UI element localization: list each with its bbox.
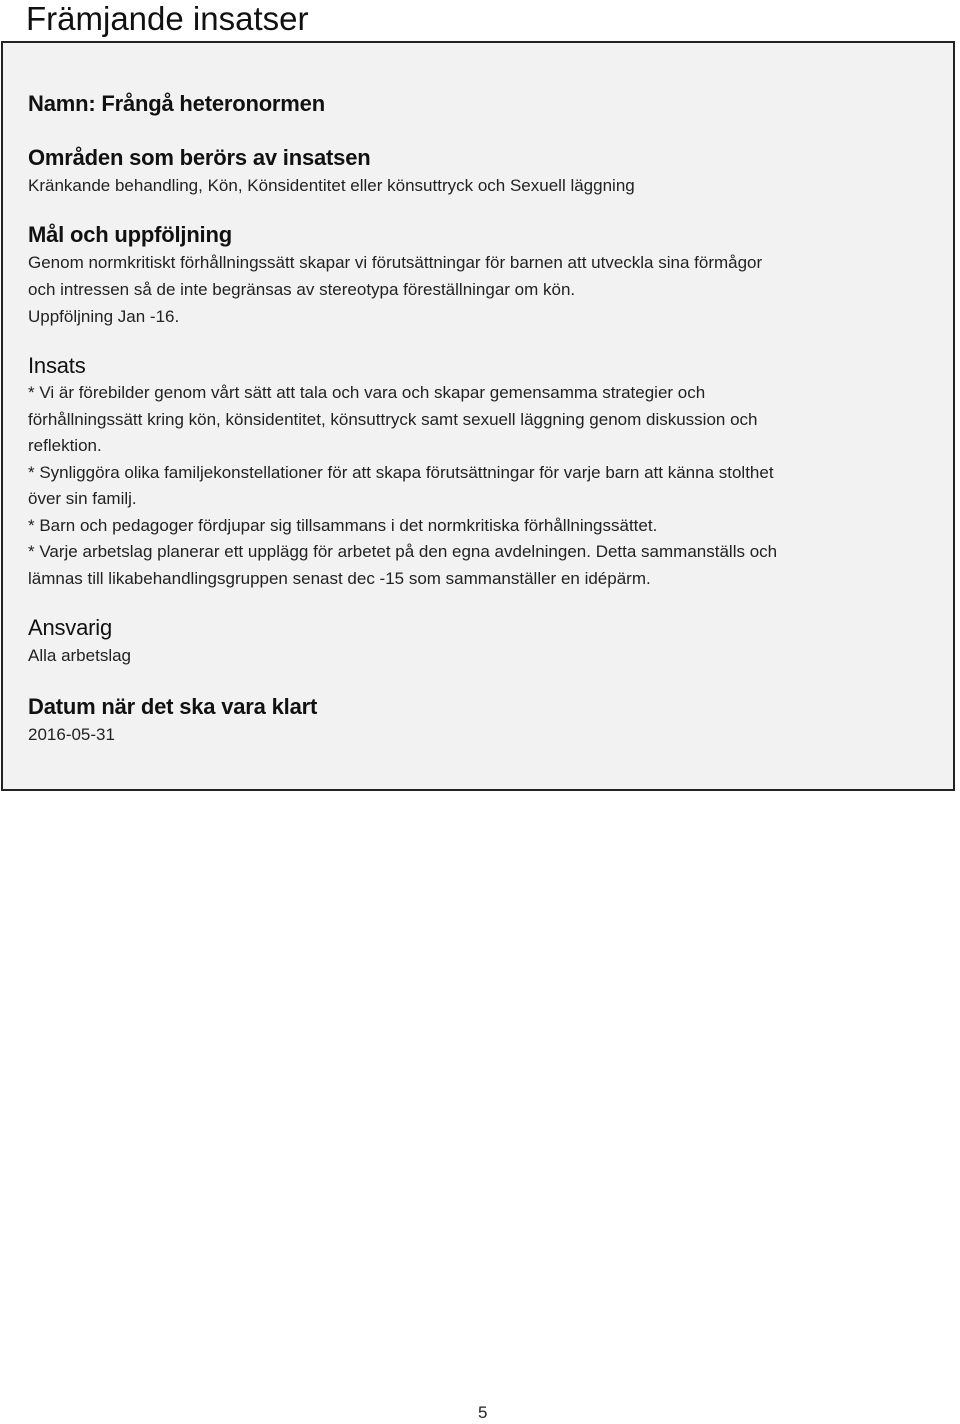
responsible-heading: Ansvarig [28, 615, 112, 640]
deadline-heading: Datum när det ska vara klart [28, 694, 318, 719]
goals-text: Genom normkritiskt förhållningssätt skapar vi förutsättningar för barnen att utveckla sina förmågor och intressen så de inte begränsas av stereotypa föreställningar om kön. Uppföljning Jan -16. [28, 253, 763, 326]
goals-heading: Mål och uppföljning [28, 222, 232, 247]
effort-item: * Synliggöra olika familjekonstellationer för att skapa förutsättningar för varje barn att känna stolthet över sin familj. [28, 462, 774, 508]
effort-card-content [28, 90, 938, 748]
responsible-text: Alla arbetslag [28, 646, 132, 665]
areas-text: Kränkande behandling, Kön, Könsidentitet eller könsuttryck och Sexuell läggning [28, 176, 635, 195]
effort-heading: Insats [28, 353, 86, 378]
effort-item: * Barn och pedagoger fördjupar sig tillsammans i det normkritiska förhållningssättet. [28, 515, 658, 535]
areas-heading: Områden som berörs av insatsen [28, 145, 371, 170]
page-title: Främjande insatser [26, 0, 309, 37]
deadline-date: 2016-05-31 [28, 725, 115, 744]
effort-item: * Varje arbetslag planerar ett upplägg för arbetet på den egna avdelningen. Detta sammanställs och lämnas till likabehandlingsgruppen senast dec -15 som sammanställer en idépärm. [28, 542, 778, 588]
effort-name-heading: Namn: Frångå heteronormen [28, 91, 325, 116]
effort-list [28, 380, 938, 592]
page-number: 5 [478, 1403, 488, 1422]
effort-item: * Vi är förebilder genom vårt sätt att tala och vara och skapar gemensamma strategier och förhållningssätt kring kön, könsidentitet, könsuttryck samt sexuell läggning genom diskussion och reflektion. [28, 383, 758, 455]
effort-card [1, 41, 955, 791]
